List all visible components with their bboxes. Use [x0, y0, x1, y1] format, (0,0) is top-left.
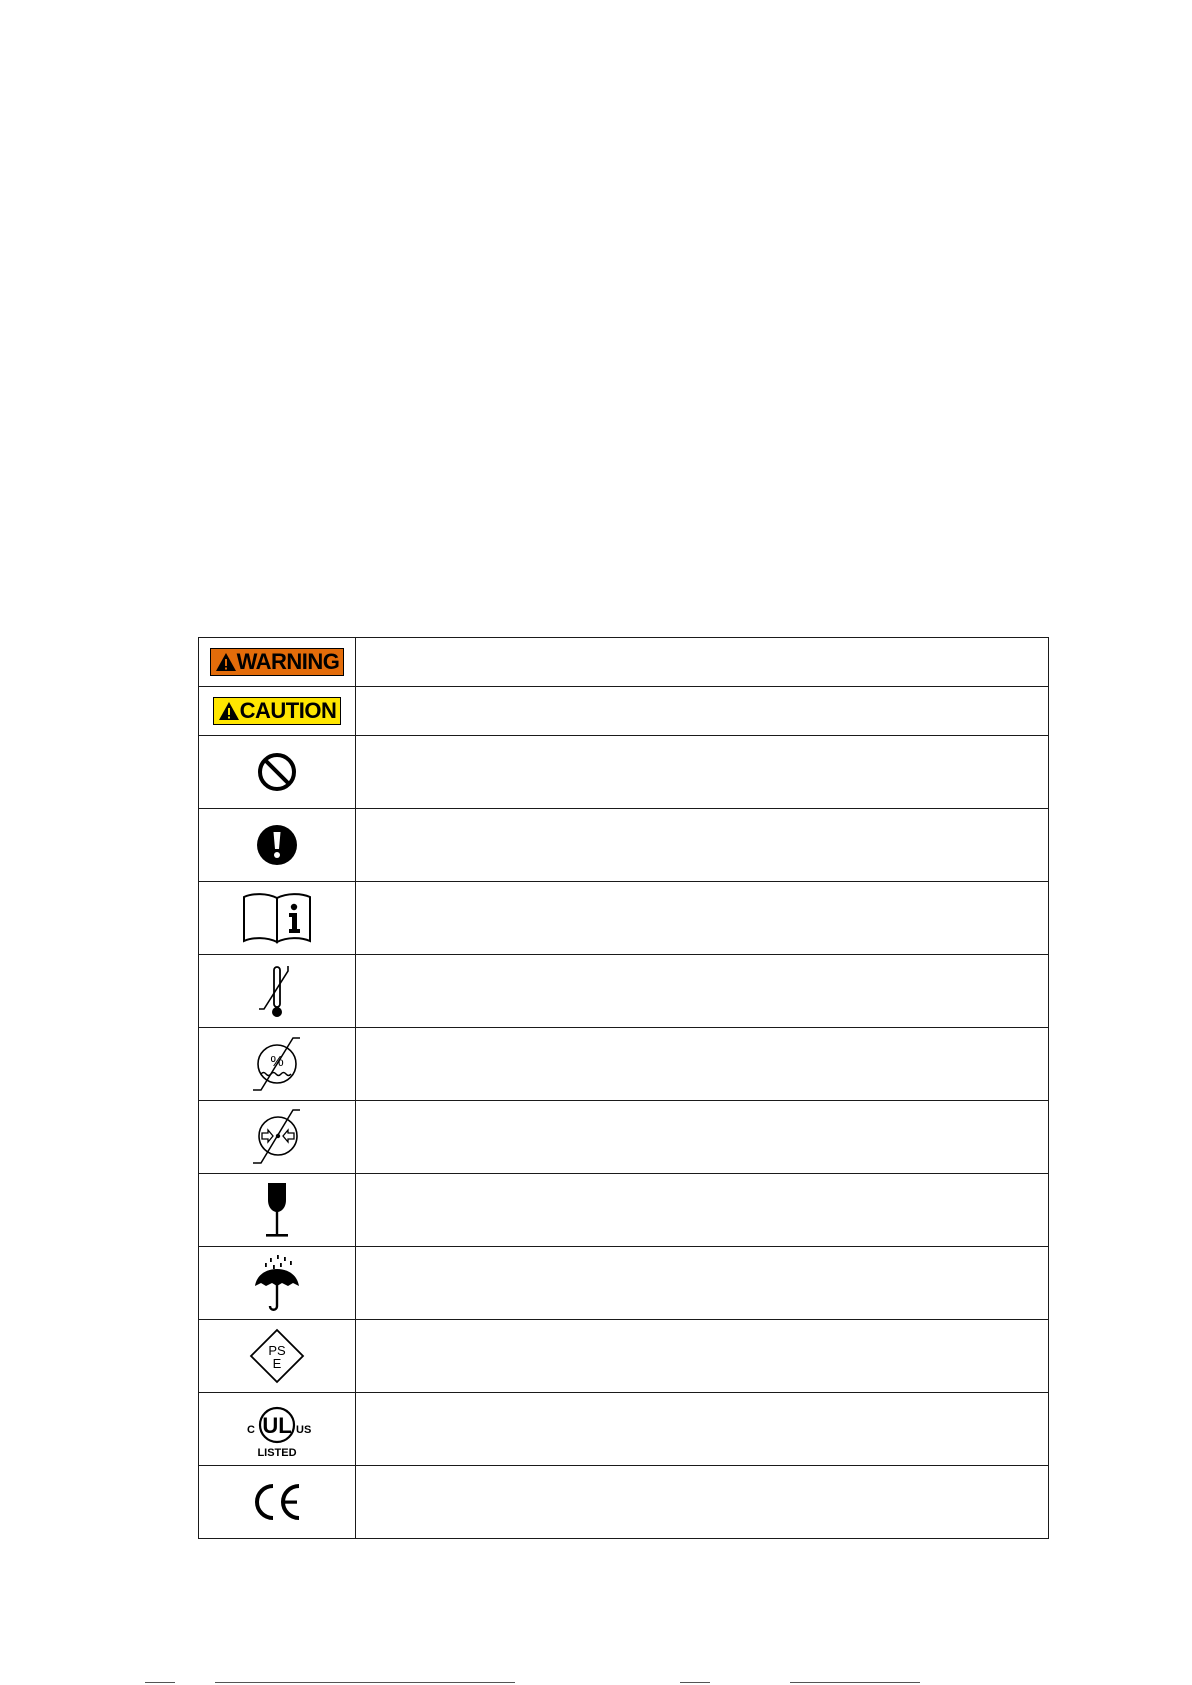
symbol-cell — [199, 687, 356, 736]
symbol-cell — [199, 736, 356, 809]
caution-label-text: CAUTION — [239, 697, 337, 723]
symbol-cell — [199, 1028, 356, 1101]
description-cell — [356, 1466, 1049, 1539]
symbol-cell — [199, 638, 356, 687]
keep-dry-icon — [251, 1252, 303, 1314]
atmospheric-pressure-limit-icon — [247, 1107, 307, 1167]
table-row — [199, 1247, 1049, 1320]
svg-text:C: C — [247, 1424, 255, 1436]
svg-text:US: US — [296, 1424, 312, 1436]
table-row — [199, 882, 1049, 955]
read-instructions-icon — [241, 892, 313, 944]
symbol-cell — [199, 955, 356, 1028]
ul-listed-mark-icon — [239, 1399, 315, 1459]
svg-text:PS: PS — [268, 1343, 286, 1358]
symbol-cell — [199, 1466, 356, 1539]
caution-label-icon — [213, 697, 342, 725]
description-cell — [356, 1320, 1049, 1393]
page-bottom-edge — [0, 1675, 1192, 1683]
temperature-limit-icon — [255, 961, 299, 1021]
table-row — [199, 809, 1049, 882]
description-cell — [356, 882, 1049, 955]
description-cell — [356, 809, 1049, 882]
description-cell — [356, 1101, 1049, 1174]
table-row — [199, 1320, 1049, 1393]
symbol-cell — [199, 1247, 356, 1320]
symbol-cell — [199, 1101, 356, 1174]
humidity-limit-icon — [247, 1034, 307, 1094]
symbol-cell — [199, 1320, 356, 1393]
symbol-cell — [199, 1393, 356, 1466]
description-cell — [356, 1247, 1049, 1320]
table-row — [199, 736, 1049, 809]
svg-text:LISTED: LISTED — [257, 1447, 297, 1459]
description-cell — [356, 687, 1049, 736]
table-row — [199, 1174, 1049, 1247]
svg-text:%: % — [270, 1053, 284, 1070]
warning-label-icon — [210, 648, 345, 676]
warning-triangle-icon — [215, 652, 237, 672]
table-row — [199, 687, 1049, 736]
mandatory-action-icon — [255, 823, 299, 867]
symbol-cell — [199, 809, 356, 882]
fragile-icon — [257, 1180, 297, 1240]
description-cell — [356, 1393, 1049, 1466]
description-cell — [356, 638, 1049, 687]
table-row — [199, 1466, 1049, 1539]
ce-mark-icon — [249, 1480, 305, 1524]
symbol-cell — [199, 882, 356, 955]
table-row — [199, 955, 1049, 1028]
footer-decoration — [0, 1680, 1192, 1683]
symbol-cell — [199, 1174, 356, 1247]
caution-triangle-icon — [218, 701, 240, 721]
description-cell — [356, 736, 1049, 809]
svg-text:E: E — [272, 1356, 282, 1371]
description-cell — [356, 955, 1049, 1028]
table-row — [199, 638, 1049, 687]
description-cell — [356, 1028, 1049, 1101]
table-row — [199, 1393, 1049, 1466]
svg-text:UL: UL — [262, 1413, 292, 1438]
prohibition-icon — [255, 750, 299, 794]
pse-mark-icon — [248, 1327, 306, 1385]
description-cell — [356, 1174, 1049, 1247]
warning-label-text: WARNING — [236, 648, 340, 674]
table-row — [199, 1028, 1049, 1101]
symbol-table — [198, 637, 1049, 1539]
table-row — [199, 1101, 1049, 1174]
